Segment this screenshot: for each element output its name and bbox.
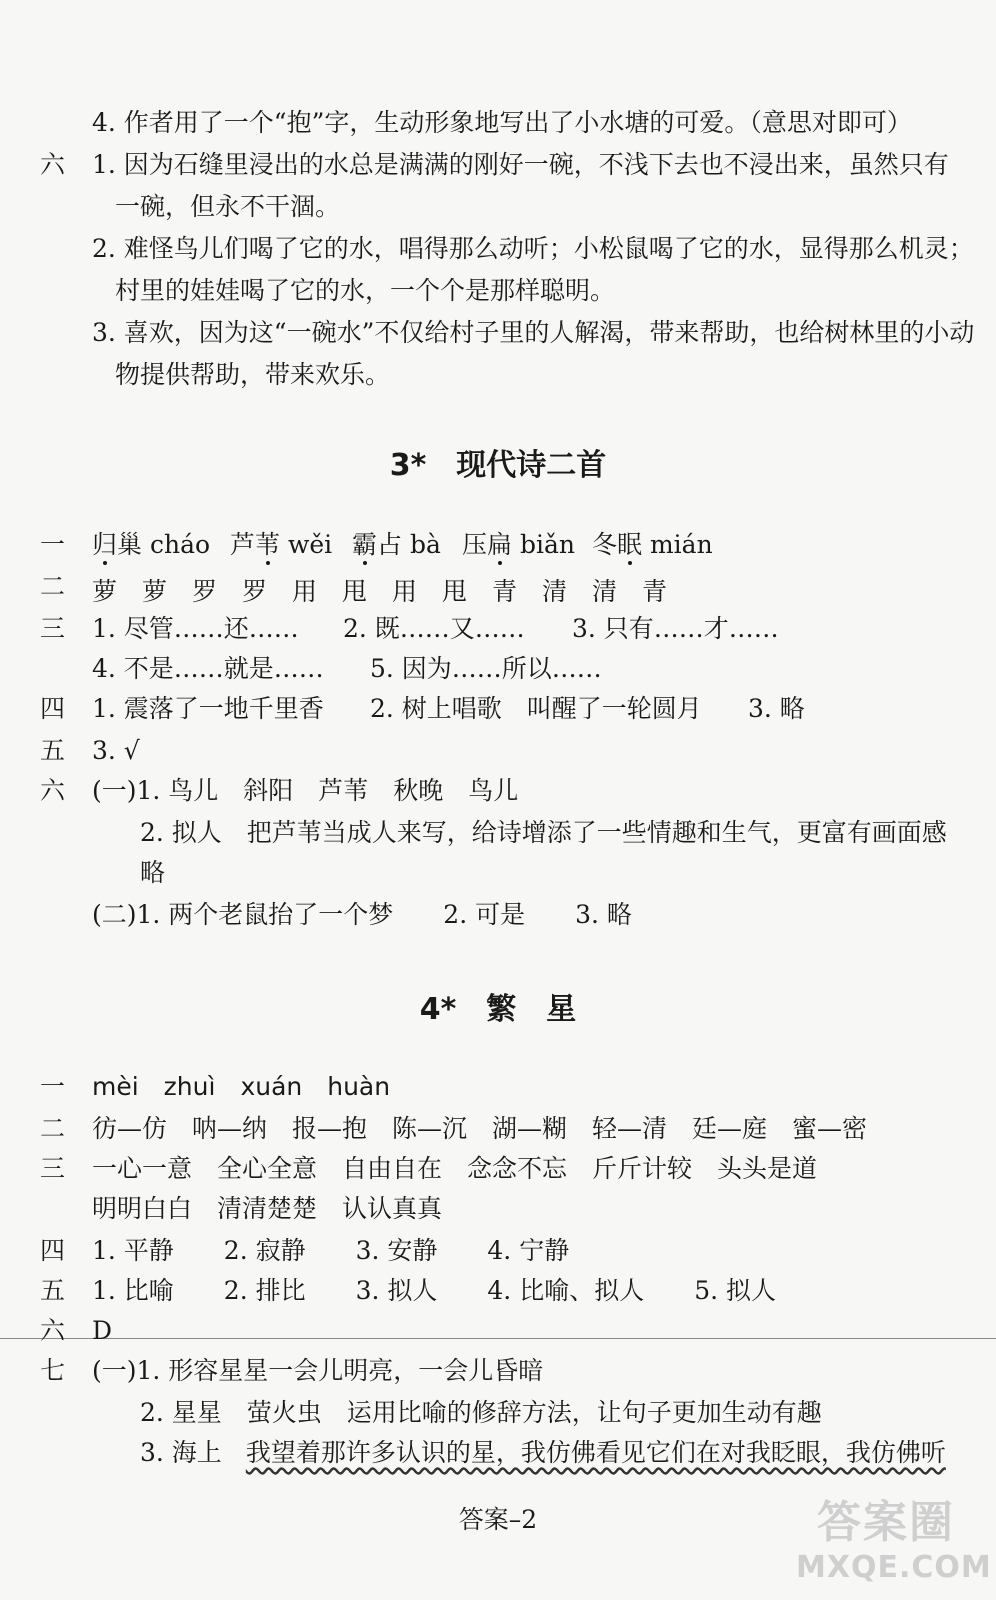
page-divider bbox=[0, 1338, 996, 1339]
l3-r1-item-2: 霸占 bà bbox=[352, 530, 441, 559]
l3-r6-line4: (二)1. 两个老鼠抬了一个梦 2. 可是 3. 略 bbox=[92, 900, 632, 929]
l3-r2-item: 用 bbox=[392, 577, 418, 606]
l3-r2-item: 罗 bbox=[192, 577, 218, 606]
l3-r3-item: 3. 只有……才…… bbox=[572, 614, 779, 643]
l3-r5-text: 3. √ bbox=[92, 736, 140, 765]
l3-r2-item: 青 bbox=[642, 577, 668, 606]
answer-six-1a: 1. 因为石缝里浸出的水总是满满的刚好一碗，不浅下去也不浸出来，虽然只有 bbox=[92, 150, 949, 179]
l4-r3-line2: 明明白白 清清楚楚 认认真真 bbox=[92, 1194, 443, 1223]
lesson-3-title: 3* 现代诗二首 bbox=[389, 448, 607, 483]
l3-r2-item: 青 bbox=[492, 577, 518, 606]
answer-six-2a: 2. 难怪鸟儿们喝了它的水，唱得那么动听；小松鼠喝了它的水，显得那么机灵； bbox=[92, 234, 974, 263]
answer-six-1b: 一碗，但永不干涸。 bbox=[115, 192, 341, 221]
l4-r5-text: 1. 比喻 2. 排比 3. 拟人 4. 比喻、拟人 5. 拟人 bbox=[92, 1276, 776, 1305]
l4-label-7: 七 bbox=[40, 1356, 66, 1385]
l3-r2-item: 甩 bbox=[342, 577, 368, 606]
l4-r7-line3-prefix: 3. 海上 bbox=[140, 1438, 222, 1467]
l3-label-5: 五 bbox=[40, 736, 66, 765]
lesson-4-title: 4* 繁 星 bbox=[419, 992, 577, 1027]
answer-line-4: 4. 作者用了一个“抱”字，生动形象地写出了小水塘的可爱。（意思对即可） bbox=[92, 108, 912, 137]
l4-r7-line1: (一)1. 形容星星一会儿明亮，一会儿昏暗 bbox=[92, 1356, 544, 1385]
l4-label-1: 一 bbox=[40, 1072, 66, 1101]
l3-label-6: 六 bbox=[40, 776, 66, 805]
l4-r7-line2: 2. 星星 萤火虫 运用比喻的修辞方法，让句子更加生动有趣 bbox=[140, 1398, 822, 1427]
l3-r1-item-4: 冬眠 mián bbox=[592, 530, 713, 559]
l3-label-4: 四 bbox=[40, 694, 66, 723]
watermark-line1: 答案圈 bbox=[817, 1497, 955, 1548]
l4-label-5: 五 bbox=[40, 1276, 66, 1305]
answer-six-2b: 村里的娃娃喝了它的水，一个个是那样聪明。 bbox=[115, 276, 616, 305]
l3-r1-item-3: 压扁 biǎn bbox=[462, 530, 575, 559]
l3-r2-item: 萝 bbox=[92, 577, 118, 606]
l3-r1-rest-0: 巢 cháo bbox=[117, 530, 211, 559]
l4-r7-line3 bbox=[140, 1438, 946, 1468]
l3-r6-line3: 略 bbox=[140, 858, 166, 887]
answer-six-3b: 物提供帮助，带来欢乐。 bbox=[115, 360, 391, 389]
l3-r6-line2: 2. 拟人 把芦苇当成人来写，给诗增添了一些情趣和生气，更富有画面感 bbox=[140, 818, 947, 847]
watermark-line2: MXQE.COM bbox=[796, 1550, 992, 1585]
l4-label-6: 六 bbox=[40, 1316, 66, 1345]
l3-r3-item: 5. 因为……所以…… bbox=[370, 654, 602, 683]
l3-r4-item: 1. 震落了一地千里香 bbox=[92, 694, 324, 723]
l3-r4-item: 2. 树上唱歌 叫醒了一轮圆月 bbox=[370, 694, 702, 723]
l4-label-3: 三 bbox=[40, 1154, 66, 1183]
l3-r2-item: 清 bbox=[592, 577, 618, 606]
l4-r2-text: 彷—仿 呐—纳 报—抱 陈—沉 湖—糊 轻—清 廷—庭 蜜—密 bbox=[92, 1114, 868, 1143]
l4-r3-line1: 一心一意 全心全意 自由自在 念念不忘 斤斤计较 头头是道 bbox=[92, 1154, 818, 1183]
l3-r4-item: 3. 略 bbox=[748, 694, 805, 723]
page-number: 答案–2 bbox=[458, 1505, 538, 1534]
l4-label-4: 四 bbox=[40, 1236, 66, 1265]
l3-r2-item: 清 bbox=[542, 577, 568, 606]
l3-label-1: 一 bbox=[40, 530, 66, 559]
l4-r7-line3-underlined: 我望着那许多认识的星，我仿佛看见它们在对我眨眼，我仿佛听 bbox=[245, 1438, 946, 1467]
l3-r2-item: 罗 bbox=[242, 577, 268, 606]
l3-r2-item: 甩 bbox=[442, 577, 468, 606]
l3-r3-item: 4. 不是……就是…… bbox=[92, 654, 324, 683]
l3-r3-item: 2. 既……又…… bbox=[343, 614, 525, 643]
l4-r4-text: 1. 平静 2. 寂静 3. 安静 4. 宁静 bbox=[92, 1236, 570, 1265]
l3-r2-item: 萝 bbox=[142, 577, 168, 606]
l3-r1-item-0: 归巢 cháo bbox=[92, 530, 211, 559]
answer-six-3a: 3. 喜欢，因为这“一碗水”不仅给村子里的人解渴，带来帮助，也给树林里的小动 bbox=[92, 318, 975, 347]
l4-r6-text: D bbox=[92, 1316, 113, 1345]
l3-r1-item-1: 芦苇 wěi bbox=[230, 530, 333, 559]
l3-label-3: 三 bbox=[40, 614, 66, 643]
l3-r3-item: 1. 尽管……还…… bbox=[92, 614, 299, 643]
l3-label-2: 二 bbox=[40, 572, 66, 601]
l4-r1-text: mèi zhuì xuán huàn bbox=[92, 1072, 391, 1101]
l3-r2-item: 用 bbox=[292, 577, 318, 606]
l3-r6-line1: (一)1. 鸟儿 斜阳 芦苇 秋晚 鸟儿 bbox=[92, 776, 519, 805]
watermark-logo bbox=[796, 1486, 992, 1586]
section-label-six: 六 bbox=[40, 150, 66, 179]
l4-label-2: 二 bbox=[40, 1114, 66, 1143]
